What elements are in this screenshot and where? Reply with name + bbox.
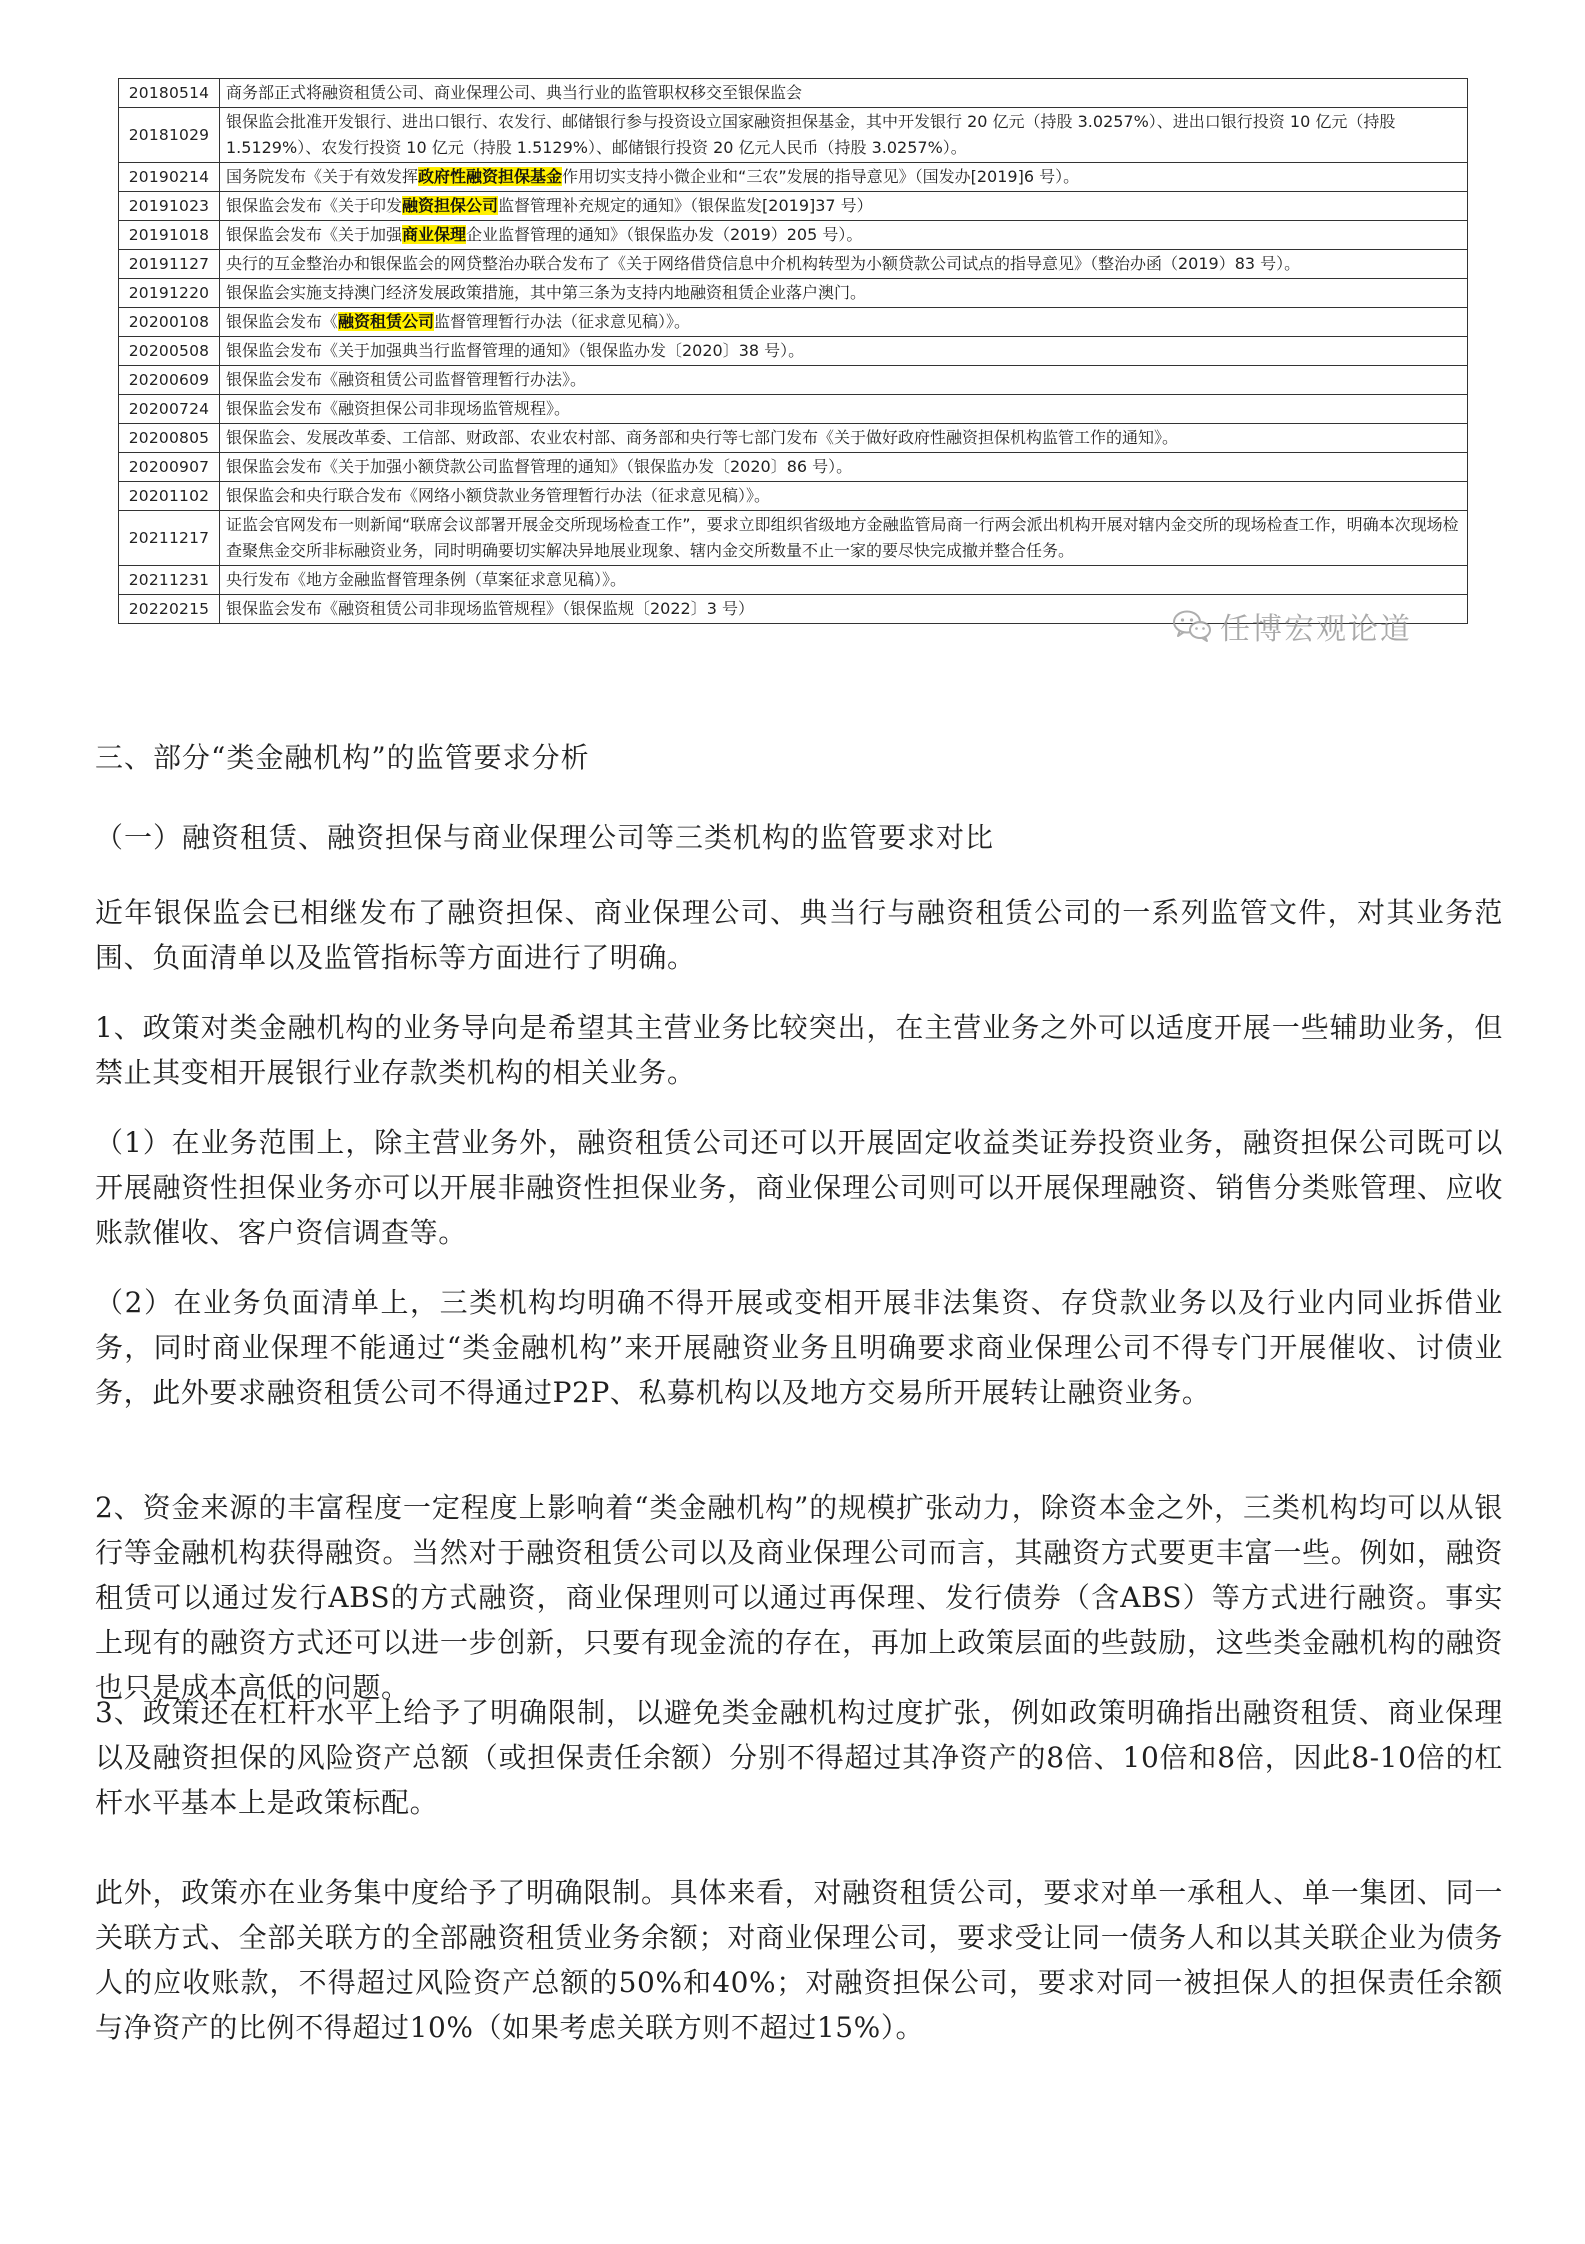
description-text: 银保监会发布《关于印发: [226, 196, 403, 215]
timeline-description: [220, 453, 1468, 482]
description-text: 银保监会发布《关于加强: [226, 225, 403, 244]
paragraph-point-1-1: （1）在业务范围上，除主营业务外，融资租赁公司还可以开展固定收益类证券投资业务，融资担保公司既可以开展融资性担保业务亦可以开展非融资性担保业务，商业保理公司则可以开展保理融资、销售分类账管理、应收账款催收、客户资信调查等。: [95, 1126, 1503, 1249]
timeline-row: [119, 424, 1468, 453]
timeline-row: [119, 308, 1468, 337]
timeline-date: 20211231: [119, 566, 220, 595]
timeline-description: [220, 366, 1468, 395]
timeline-date: 20181029: [119, 108, 220, 163]
timeline-row: [119, 395, 1468, 424]
paragraph-point-1-2: （2）在业务负面清单上，三类机构均明确不得开展或变相开展非法集资、存贷款业务以及行业内同业拆借业务，同时商业保理不能通过“类金融机构”来开展融资业务且明确要求商业保理公司不得专门开展催收、讨债业务，此外要求融资租赁公司不得通过P2P、私募机构以及地方交易所开展转让融资业务。: [95, 1286, 1503, 1409]
timeline-row: [119, 566, 1468, 595]
description-text: 监督管理暂行办法（征求意见稿）》。: [434, 312, 691, 331]
paragraph-intro: 近年银保监会已相继发布了融资担保、商业保理公司、典当行与融资租赁公司的一系列监管文件，对其业务范围、负面清单以及监管指标等方面进行了明确。: [95, 896, 1503, 974]
watermark-text: 任博宏观论道: [1220, 612, 1412, 647]
timeline-date: 20191127: [119, 250, 220, 279]
timeline-description: [220, 192, 1468, 221]
timeline-date: 20191220: [119, 279, 220, 308]
timeline-description: [220, 79, 1468, 108]
description-text: 银保监会发布《关于加强小额贷款公司监督管理的通知》（银保监办发〔2020〕86 号）。: [226, 457, 853, 476]
timeline-row: [119, 279, 1468, 308]
paragraph-concentration: 此外，政策亦在业务集中度给予了明确限制。具体来看，对融资租赁公司，要求对单一承租人、单一集团、同一关联方式、全部关联方的全部融资租赁业务余额；对商业保理公司，要求受让同一债务人和以其关联企业为债务人的应收账款，不得超过风险资产总额的50%和40%；对融资担保公司，要求对同一被担保人的担保责任余额与净资产的比例不得超过10%（如果考虑关联方则不超过15%）。: [95, 1876, 1503, 2044]
timeline-date: 20200609: [119, 366, 220, 395]
timeline-description: [220, 337, 1468, 366]
description-text: 银保监会发布《融资担保公司非现场监管规程》。: [226, 399, 571, 418]
timeline-description: [220, 308, 1468, 337]
timeline-body: [119, 79, 1468, 624]
timeline-row: [119, 482, 1468, 511]
timeline-date: 20200108: [119, 308, 220, 337]
description-text: 银保监会发布《融资租赁公司监督管理暂行办法》。: [226, 370, 587, 389]
paragraph-point-2: 2、资金来源的丰富程度一定程度上影响着“类金融机构”的规模扩张动力，除资本金之外，三类机构均可以从银行等金融机构获得融资。当然对于融资租赁公司以及商业保理公司而言，其融资方式要更丰富一些。例如，融资租赁可以通过发行ABS的方式融资，商业保理则可以通过再保理、发行债券（含ABS）等方式进行融资。事实上现有的融资方式还可以进一步创新，只要有现金流的存在，再加上政策层面的些鼓励，这些类金融机构的融资也只是成本高低的问题。: [95, 1491, 1503, 1704]
description-text: 央行发布《地方金融监督管理条例（草案征求意见稿）》。: [226, 570, 627, 589]
timeline-row: [119, 337, 1468, 366]
timeline-row: [119, 108, 1468, 163]
highlighted-term: 政府性融资担保基金: [418, 167, 563, 186]
highlighted-term: 商业保理: [402, 225, 467, 244]
paragraph-point-3: 3、政策还在杠杆水平上给予了明确限制，以避免类金融机构过度扩张，例如政策明确指出融资租赁、商业保理以及融资担保的风险资产总额（或担保责任余额）分别不得超过其净资产的8倍、10倍和8倍，因此8-10倍的杠杆水平基本上是政策标配。: [95, 1696, 1503, 1819]
timeline-row: [119, 192, 1468, 221]
timeline-date: 20211217: [119, 511, 220, 566]
paragraph-point-1: 1、政策对类金融机构的业务导向是希望其主营业务比较突出，在主营业务之外可以适度开展一些辅助业务，但禁止其变相开展银行业存款类机构的相关业务。: [95, 1011, 1503, 1089]
description-text: 银保监会发布《融资租赁公司非现场监管规程》（银保监规〔2022〕3 号）: [226, 599, 754, 618]
description-text: 银保监会实施支持澳门经济发展政策措施，其中第三条为支持内地融资租赁企业落户澳门。: [226, 283, 867, 302]
timeline-date: 20190214: [119, 163, 220, 192]
description-text: 银保监会批准开发银行、进出口银行、农发行、邮储银行参与投资设立国家融资担保基金，其中开发银行 20 亿元（持股 3.0257%）、进出口银行投资 10 亿元（持股 1.5129%）、农发行投资 10 亿元（持股 1.5129%）、邮储银行投资 20 亿元人民币（持股 3.0257%）。: [226, 112, 1396, 157]
description-text: 银保监会发布《: [226, 312, 339, 331]
timeline-row: [119, 453, 1468, 482]
timeline-date: 20200724: [119, 395, 220, 424]
timeline-description: [220, 566, 1468, 595]
section-title: 三、部分“类金融机构”的监管要求分析: [95, 741, 590, 774]
timeline-description: [220, 511, 1468, 566]
timeline-row: [119, 366, 1468, 395]
timeline-date: 20200907: [119, 453, 220, 482]
timeline-date: 20191023: [119, 192, 220, 221]
timeline-date: 20200805: [119, 424, 220, 453]
timeline-description: [220, 108, 1468, 163]
timeline-row: [119, 79, 1468, 108]
description-text: 监督管理补充规定的通知》（银保监发[2019]37 号）: [498, 196, 873, 215]
timeline-date: 20191018: [119, 221, 220, 250]
timeline-description: [220, 482, 1468, 511]
watermark: [1172, 604, 1412, 648]
subsection-title: （一）融资租赁、融资担保与商业保理公司等三类机构的监管要求对比: [95, 821, 995, 854]
timeline-date: 20200508: [119, 337, 220, 366]
description-text: 银保监会、发展改革委、工信部、财政部、农业农村部、商务部和央行等七部门发布《关于做好政府性融资担保机构监管工作的通知》。: [226, 428, 1179, 447]
wechat-icon: [1172, 609, 1212, 643]
description-text: 银保监会发布《关于加强典当行监督管理的通知》（银保监办发〔2020〕38 号）。: [226, 341, 805, 360]
timeline-description: [220, 250, 1468, 279]
description-text: 企业监督管理的通知》（银保监办发（2019）205 号）。: [466, 225, 863, 244]
timeline-row: [119, 163, 1468, 192]
timeline-date: 20220215: [119, 595, 220, 624]
description-text: 作用切实支持小微企业和“三农”发展的指导意见》（国发办[2019]6 号）。: [562, 167, 1080, 186]
timeline-description: [220, 163, 1468, 192]
timeline-row: [119, 250, 1468, 279]
description-text: 商务部正式将融资租赁公司、商业保理公司、典当行业的监管职权移交至银保监会: [226, 83, 803, 102]
description-text: 证监会官网发布一则新闻“联席会议部署开展金交所现场检查工作”，要求立即组织省级地方金融监管局商一行两会派出机构开展对辖内金交所的现场检查工作，明确本次现场检查聚焦金交所非标融资业务，同时明确要切实解决异地展业现象、辖内金交所数量不止一家的要尽快完成撤并整合任务。: [226, 515, 1459, 560]
description-text: 国务院发布《关于有效发挥: [226, 167, 419, 186]
timeline-description: [220, 221, 1468, 250]
description-text: 银保监会和央行联合发布《网络小额贷款业务管理暂行办法（征求意见稿）》。: [226, 486, 771, 505]
regulation-timeline-table: [118, 78, 1468, 624]
highlighted-term: 融资租赁公司: [338, 312, 435, 331]
timeline-description: [220, 395, 1468, 424]
timeline-date: 20180514: [119, 79, 220, 108]
description-text: 央行的互金整治办和银保监会的网贷整治办联合发布了《关于网络借贷信息中介机构转型为小额贷款公司试点的指导意见》（整治办函（2019）83 号）。: [226, 254, 1301, 273]
timeline-date: 20201102: [119, 482, 220, 511]
highlighted-term: 融资担保公司: [402, 196, 499, 215]
timeline-description: [220, 424, 1468, 453]
timeline-row: [119, 221, 1468, 250]
timeline-row: [119, 511, 1468, 566]
timeline-description: [220, 279, 1468, 308]
